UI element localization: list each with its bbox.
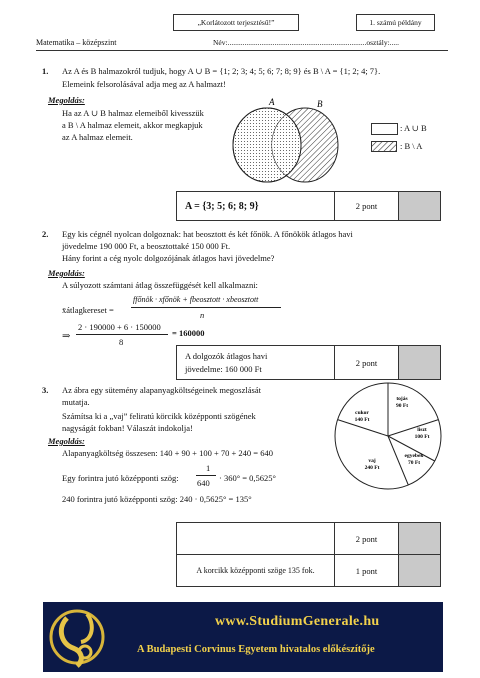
q2-points: 2 pont bbox=[335, 346, 399, 379]
q3-score-cell-b[interactable] bbox=[399, 555, 440, 586]
q3-text-3: Számítsa ki a „vaj” feliratú körcikk középponti szögének bbox=[62, 411, 256, 421]
pie-value-egyebek: 70 Ft bbox=[407, 460, 421, 466]
pie-value-vaj: 240 Ft bbox=[364, 465, 380, 471]
q3-points-b: 1 pont bbox=[335, 555, 399, 586]
q2-solution-label: Megoldás: bbox=[48, 268, 85, 278]
footer-logo bbox=[49, 604, 105, 670]
footer-tagline: A Budapesti Corvinus Egyetem hivatalos előkészítője bbox=[137, 644, 375, 655]
copy-number: 1. számú példány bbox=[369, 18, 422, 27]
q3-points-row-b bbox=[177, 555, 440, 586]
venn-label-b: B bbox=[317, 99, 323, 109]
q2-answer-row bbox=[176, 345, 441, 380]
q2-answer: A dolgozók átlagos havi jövedelme: 160 000 Ft bbox=[177, 346, 335, 379]
q3-solution-2-den: 640 bbox=[197, 478, 210, 488]
calc-denominator: 8 bbox=[119, 337, 124, 347]
weighted-mean-denominator: n bbox=[200, 310, 205, 320]
legend-difference-label: : B \ A bbox=[400, 141, 423, 151]
implies-arrow: ⇒ bbox=[62, 331, 71, 342]
q3-number: 3. bbox=[42, 385, 49, 395]
venn-label-a: A bbox=[269, 97, 275, 107]
legend-difference-swatch bbox=[371, 141, 398, 153]
pie-label-vaj: vaj bbox=[368, 458, 376, 464]
q3-solution-2-text: Egy forintra jutó középponti szög: bbox=[62, 473, 179, 483]
legend-union-label: : A ∪ B bbox=[400, 123, 427, 133]
q1-solution-1: Ha az A ∪ B halmaz elemeiből kivesszük bbox=[62, 108, 204, 118]
q3-solution-2-num: 1 bbox=[206, 463, 211, 473]
q3-text-1: Az ábra egy sütemény alapanyagköltségeinek megoszlását bbox=[62, 385, 261, 395]
q3-points-row-a bbox=[177, 523, 440, 555]
q2-text-3: Hány forint a cég nyolc dolgozójának átlagos havi jövedelme? bbox=[62, 253, 275, 263]
q3-answer-table bbox=[176, 522, 441, 587]
q2-number: 2. bbox=[42, 229, 49, 239]
calc-result: = 160000 bbox=[172, 328, 205, 338]
header-divider bbox=[36, 50, 448, 51]
q1-solution-label: Megoldás: bbox=[48, 95, 85, 105]
q2-text-1: Egy kis cégnél nyolcan dolgoznak: hat beosztott és két főnök. A főnökök átlagos havi bbox=[62, 229, 353, 239]
footer-banner bbox=[43, 602, 443, 672]
q3-solution-1: Alapanyagköltség összesen: 140 + 90 + 100 + 70 + 240 = 640 bbox=[62, 448, 273, 458]
q1-number: 1. bbox=[42, 66, 49, 76]
pie-label-cukor: cukor bbox=[355, 410, 369, 416]
subject-label: Matematika – középszint bbox=[36, 38, 117, 47]
q3-points-a: 2 pont bbox=[335, 523, 399, 554]
q3-solution-label: Megoldás: bbox=[48, 436, 85, 446]
q2-text-2: jövedelme 190 000 Ft, a beosztottaké 150 000 Ft. bbox=[62, 241, 231, 251]
calc-numerator: 2 · 190000 + 6 · 150000 bbox=[78, 322, 161, 332]
weighted-mean-fraction-line bbox=[131, 307, 281, 308]
q3-solution-2-line bbox=[196, 475, 216, 476]
weighted-mean-numerator: ffőnök · xfőnök + fbeosztott · xbeosztott bbox=[133, 295, 259, 304]
document-title-box bbox=[173, 14, 299, 31]
weighted-mean-lhs: x̄átlagkereset = bbox=[62, 305, 114, 315]
q1-points: 2 pont bbox=[335, 192, 399, 220]
pie-label-liszt: liszt bbox=[417, 427, 427, 433]
legend-union-swatch bbox=[371, 123, 398, 135]
q1-text-2: Elemeink felsorolásával adja meg az A halmazt! bbox=[62, 79, 226, 89]
q3-solution-2-rest: · 360° = 0,5625° bbox=[219, 473, 276, 483]
q1-score-cell[interactable] bbox=[399, 192, 440, 220]
pie-label-tojas: tojás bbox=[396, 396, 408, 402]
q2-solution-1: A súlyozott számtani átlag összefüggését kell alkalmazni: bbox=[62, 280, 258, 290]
document-title: „Korlátozott terjesztésű!” bbox=[197, 18, 275, 27]
q1-solution-3: az A halmaz elemeit. bbox=[62, 132, 133, 142]
q3-score-cell-a[interactable] bbox=[399, 523, 440, 554]
pie-chart bbox=[330, 378, 446, 494]
q1-text-1: Az A és B halmazokról tudjuk, hogy A ∪ B = {1; 2; 3; 4; 5; 6; 7; 8; 9} és B \ A = {1; 2; 4; 7}. bbox=[62, 66, 381, 76]
q3-answer: A korcikk középponti szöge 135 fok. bbox=[177, 555, 335, 586]
q1-answer-row bbox=[176, 191, 441, 221]
pie-value-liszt: 100 Ft bbox=[414, 434, 430, 440]
pie-value-cukor: 140 Ft bbox=[354, 417, 370, 423]
pie-label-egyebek: egyebek bbox=[404, 453, 424, 459]
q3-solution-3: 240 forintra jutó középponti szög: 240 · 0,5625° = 135° bbox=[62, 494, 252, 504]
footer-url[interactable]: www.StudiumGenerale.hu bbox=[215, 614, 380, 629]
calc-fraction-line bbox=[76, 334, 168, 335]
q3-text-2: mutatja. bbox=[62, 397, 90, 407]
q3-text-4: nagyságát fokban! Válaszát indokolja! bbox=[62, 423, 193, 433]
pie-value-tojas: 90 Ft bbox=[395, 403, 409, 409]
copy-number-box bbox=[356, 14, 435, 31]
q1-solution-2: a B \ A halmaz elemeit, akkor megkapjuk bbox=[62, 120, 203, 130]
q2-score-cell[interactable] bbox=[399, 346, 440, 379]
name-line: Név:..........................................................................osztály:..... bbox=[213, 38, 400, 47]
q1-answer: A = {3; 5; 6; 8; 9} bbox=[177, 192, 335, 220]
venn-diagram bbox=[225, 95, 345, 190]
